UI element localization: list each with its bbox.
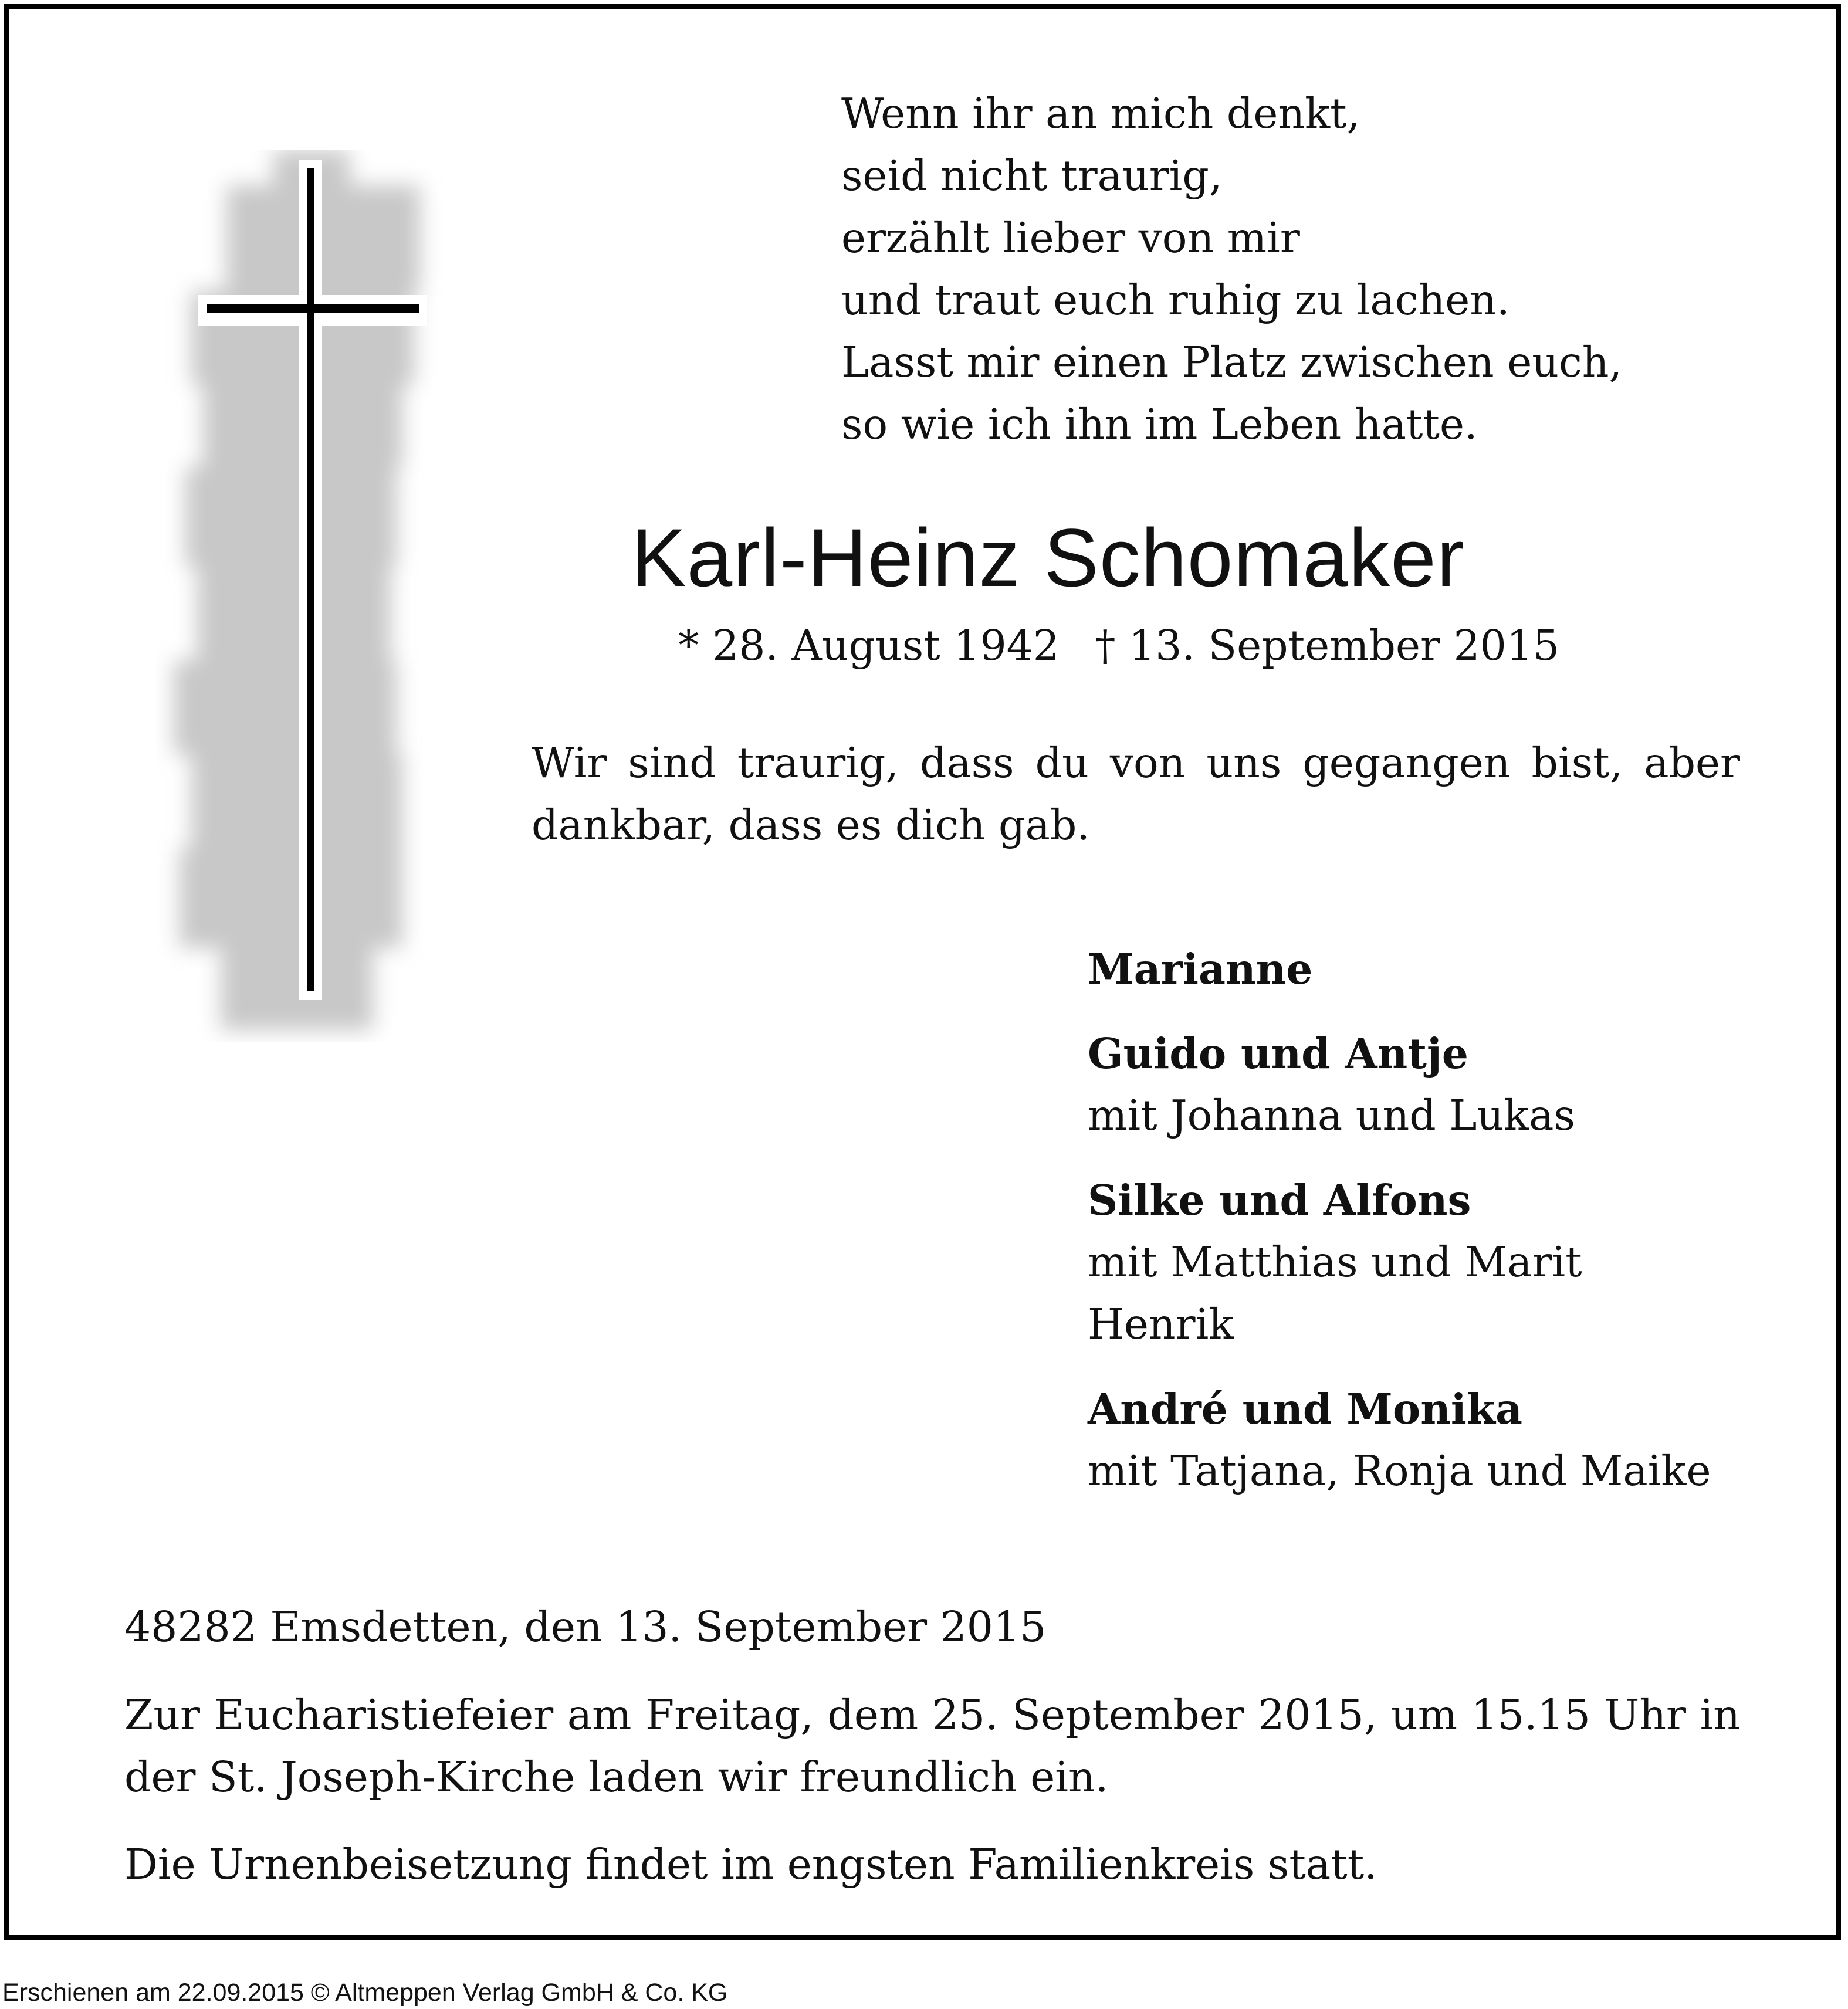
- birth-date: * 28. August 1942: [678, 621, 1060, 670]
- deceased-name: Karl-Heinz Schomaker: [631, 511, 1465, 604]
- poem-line: erzählt lieber von mir: [841, 214, 1300, 262]
- family-sub: mit Johanna und Lukas: [1088, 1091, 1575, 1140]
- service-notice: Zur Eucharistiefeier am Freitag, dem 25. September 2015, um 15.15 Uhr in der St. Joseph-Kirche laden wir freundlich ein.: [124, 1690, 1740, 1801]
- family-sub: mit Matthias und Marit: [1088, 1238, 1582, 1286]
- poem-line: so wie ich ihn im Leben hatte.: [841, 400, 1478, 449]
- family-group: [1088, 1378, 1711, 1502]
- family-group: [1088, 1169, 1711, 1356]
- family-list: [1088, 938, 1711, 1524]
- place-date: 48282 Emsdetten, den 13. September 2015: [124, 1603, 1047, 1651]
- poem-line: und traut euch ruhig zu lachen.: [841, 276, 1510, 324]
- urn-notice: Die Urnenbeisetzung findet im engsten Familienkreis statt.: [124, 1840, 1377, 1889]
- life-dates: [678, 619, 1559, 672]
- poem-line: seid nicht traurig,: [841, 151, 1223, 200]
- condolence-message: Wir sind traurig, dass du von uns gegangen bist, aber dankbar, dass es dich gab.: [532, 738, 1740, 849]
- family-head: André und Monika: [1088, 1384, 1522, 1434]
- family-sub: Henrik: [1088, 1300, 1234, 1349]
- cross-icon: [156, 150, 485, 1045]
- family-head: Guido und Antje: [1088, 1029, 1468, 1078]
- poem-line: Lasst mir einen Platz zwischen euch,: [841, 338, 1623, 387]
- obituary-frame: [4, 4, 1841, 1940]
- family-sub: mit Tatjana, Ronja und Maike: [1088, 1446, 1711, 1495]
- poem-line: Wenn ihr an mich denkt,: [841, 89, 1360, 138]
- poem: [841, 83, 1622, 456]
- family-head: Marianne: [1088, 944, 1313, 994]
- family-group: [1088, 1022, 1711, 1147]
- publication-footer: Erschienen am 22.09.2015 © Altmeppen Verlag GmbH & Co. KG: [2, 1978, 728, 2007]
- family-head: Silke und Alfons: [1088, 1175, 1471, 1225]
- family-group: [1088, 938, 1711, 1000]
- death-date: † 13. September 2015: [1094, 621, 1560, 670]
